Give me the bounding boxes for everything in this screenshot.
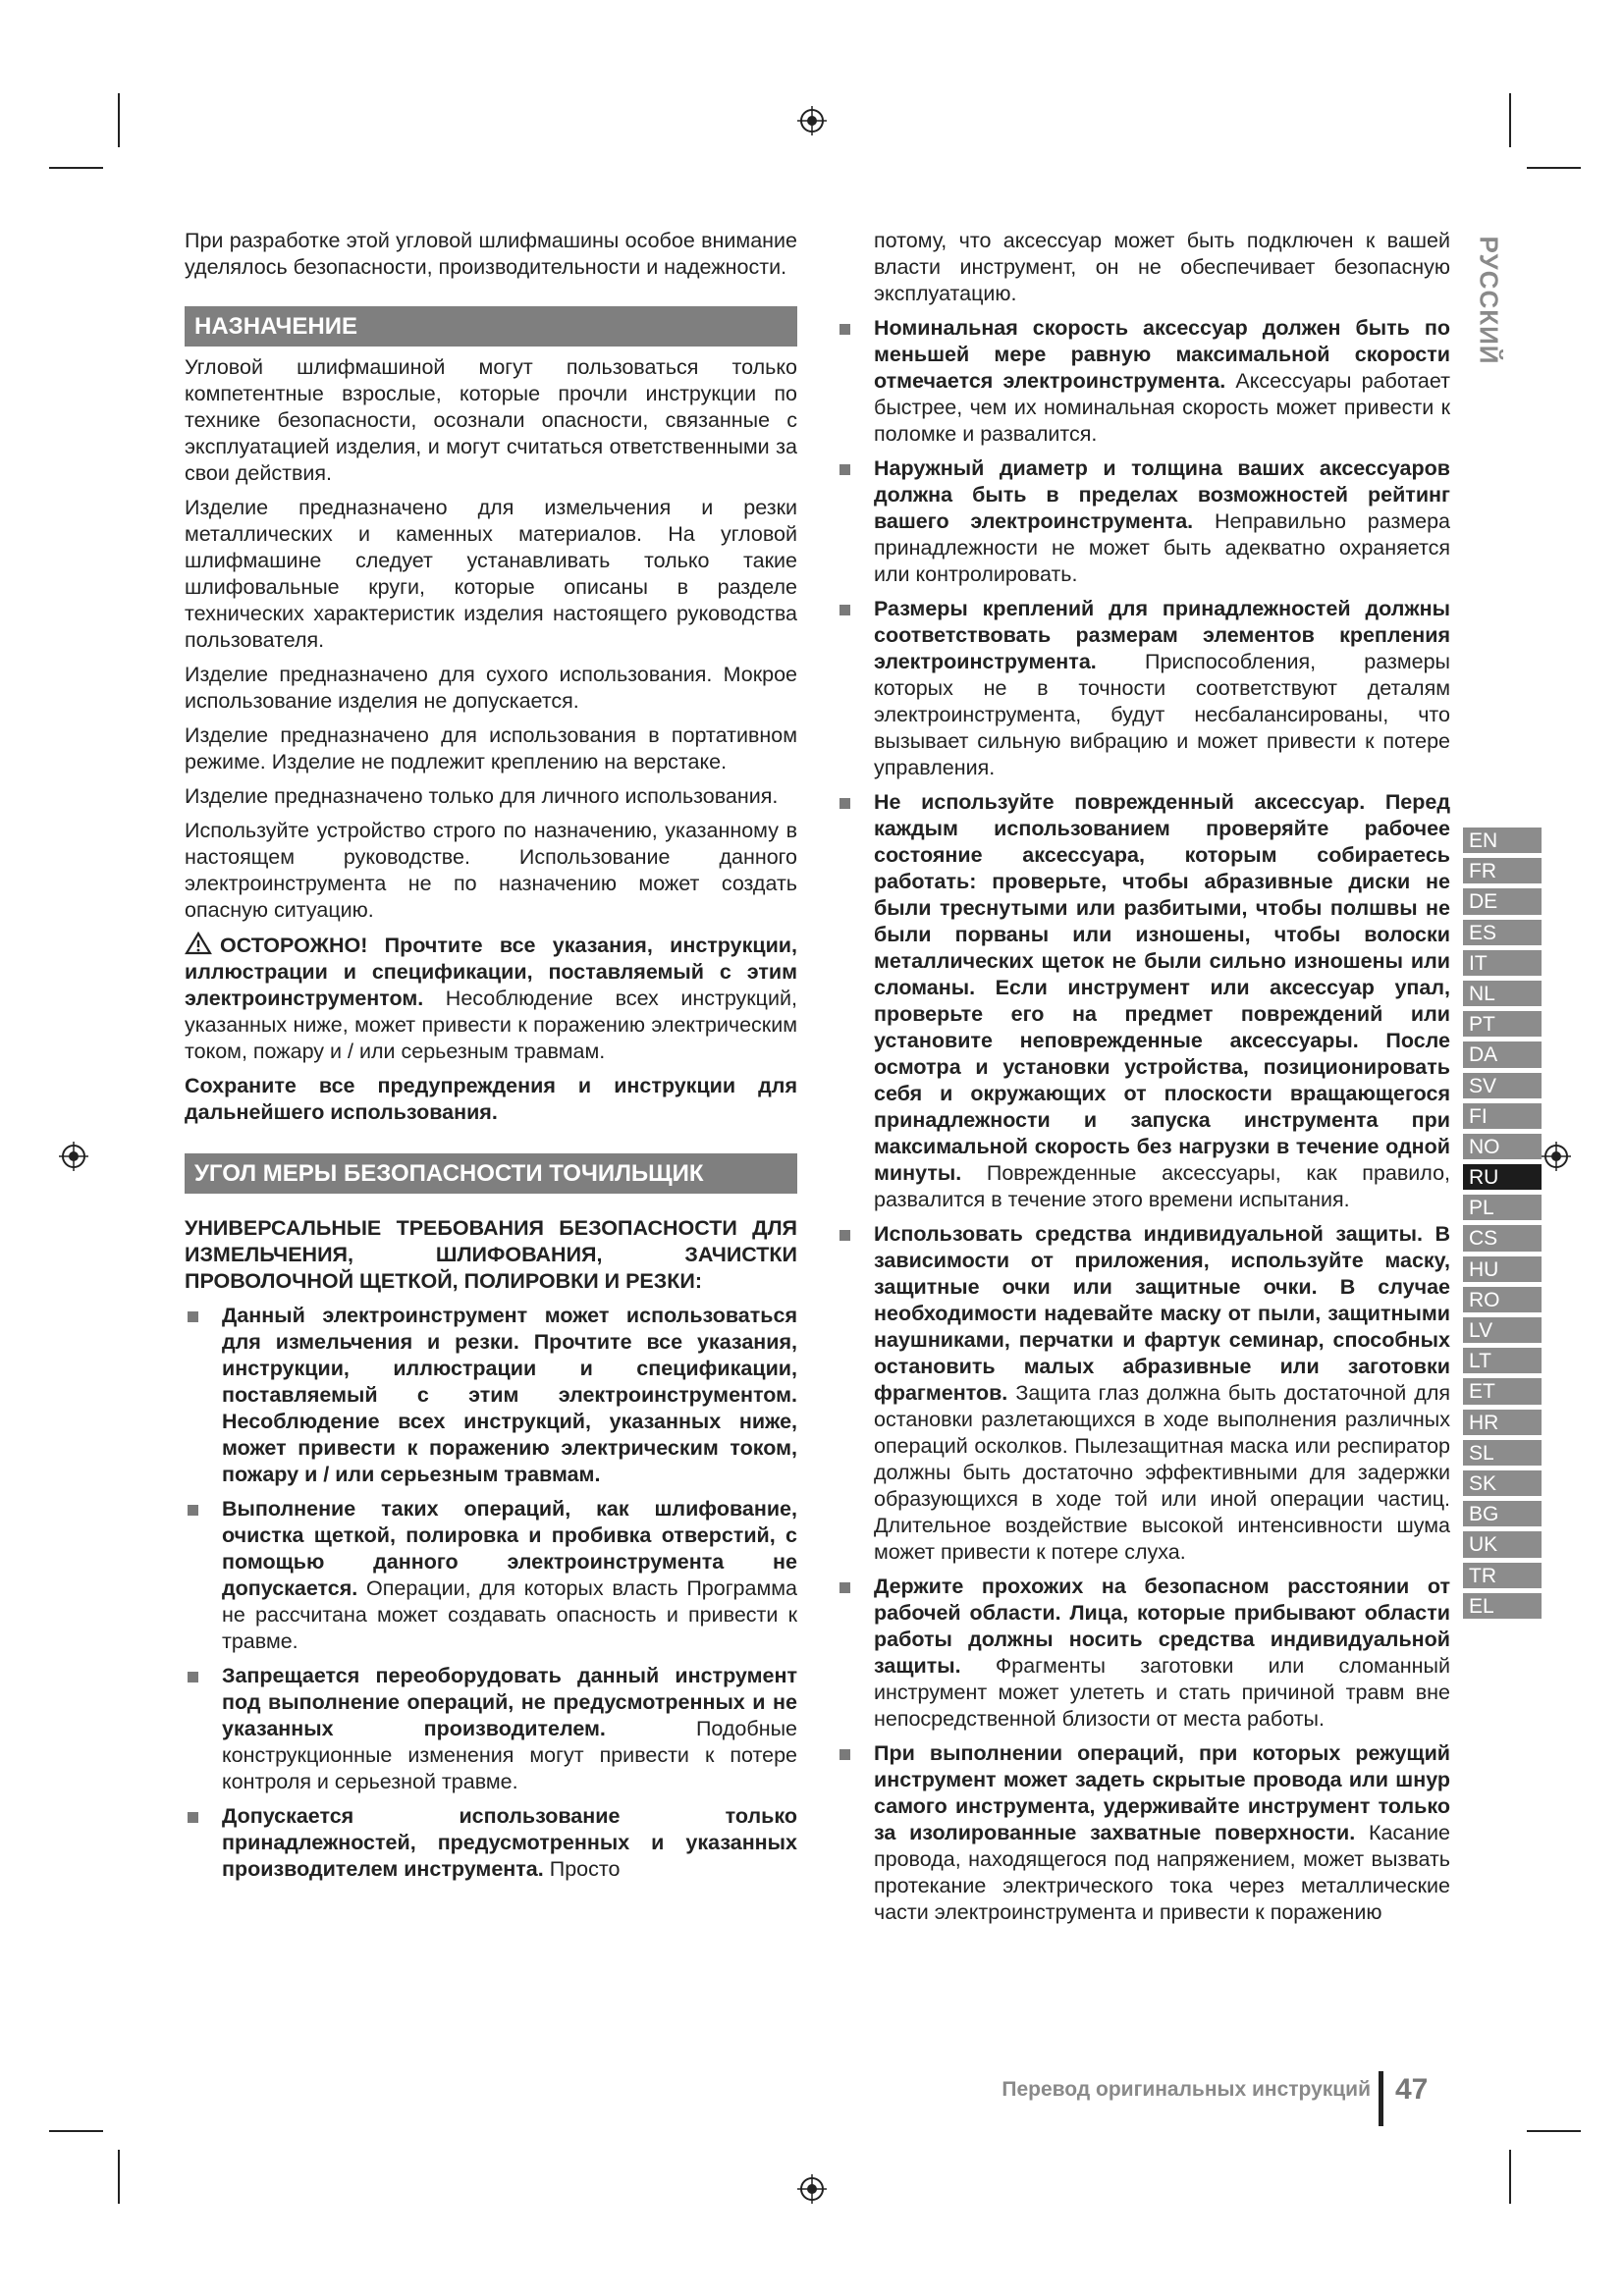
- language-tab-ru[interactable]: RU: [1463, 1164, 1542, 1190]
- language-tab-lv[interactable]: LV: [1463, 1317, 1542, 1343]
- language-tab-hu[interactable]: HU: [1463, 1256, 1542, 1282]
- language-tab-fi[interactable]: FI: [1463, 1103, 1542, 1129]
- language-tab-pt[interactable]: PT: [1463, 1011, 1542, 1037]
- crop-mark: [118, 2150, 120, 2204]
- list-item: Запрещается переоборудовать данный инструмент под выполнение операций, не предусмотренных и не указанных производителем. Подобные конструкционные изменения могут привести к потере контроля и серьезной травме.: [185, 1663, 797, 1795]
- section-heading-safety: УГОЛ МЕРЫ БЕЗОПАСНОСТИ ТОЧИЛЬЩИК: [185, 1153, 797, 1194]
- purpose-paragraph: Угловой шлифмашиной могут пользоваться только компетентные взрослые, которые прочли инструкции по технике безопасности, осознали опасности, связанные с эксплуатацией изделия, и могут считаться ответственными за свои действия.: [185, 355, 797, 485]
- registration-mark-icon: [797, 2174, 827, 2204]
- warning-block: [185, 932, 797, 1065]
- safety-bullet-list: [185, 1303, 797, 1883]
- registration-mark-icon: [797, 106, 827, 135]
- language-tab-es[interactable]: ES: [1463, 920, 1542, 945]
- language-tab-da[interactable]: DA: [1463, 1041, 1542, 1067]
- language-tab-el[interactable]: EL: [1463, 1593, 1542, 1619]
- language-tab-en[interactable]: EN: [1463, 828, 1542, 853]
- section-heading-purpose: НАЗНАЧЕНИЕ: [185, 306, 797, 347]
- language-tab-sk[interactable]: SK: [1463, 1470, 1542, 1496]
- language-tab-fr[interactable]: FR: [1463, 858, 1542, 883]
- language-tab-cs[interactable]: CS: [1463, 1225, 1542, 1251]
- list-item: Держите прохожих на безопасном расстоянии от рабочей области. Лица, которые прибывают области работы должны носить средства индивидуальной защиты. Фрагменты заготовки или сломанный инструмент может улететь и стать причиной травм вне непосредственной близости от места работы.: [837, 1574, 1450, 1733]
- registration-mark-icon: [1542, 1142, 1571, 1171]
- language-tab-pl[interactable]: PL: [1463, 1195, 1542, 1220]
- crop-mark: [1527, 2130, 1581, 2132]
- intro-text: При разработке этой угловой шлифмашины особое внимание уделялось безопасности, производительности и надежности.: [185, 229, 797, 279]
- crop-mark: [1527, 167, 1581, 169]
- warning-text: Несоблюдение всех инструкций, указанных ниже, может привести к поражению электрическим током, пожару и / или серьезным травмам.: [185, 987, 797, 1063]
- left-column: [185, 228, 797, 1891]
- list-item: Допускается использование только принадлежностей, предусмотренных и указанных производителем инструмента. Просто: [185, 1803, 797, 1883]
- crop-mark: [1509, 2150, 1511, 2204]
- save-instructions-text: Сохраните все предупреждения и инструкции для дальнейшего использования.: [185, 1074, 797, 1124]
- purpose-paragraph: Используйте устройство строго по назначению, указанному в настоящем руководстве. Использование данного электроинструмента не по назначению может создать опасную ситуацию.: [185, 819, 797, 922]
- general-safety-heading: УНИВЕРСАЛЬНЫЕ ТРЕБОВАНИЯ БЕЗОПАСНОСТИ ДЛЯ ИЗМЕЛЬЧЕНИЯ, ШЛИФОВАНИЯ, ЗАЧИСТКИ ПРОВОЛОЧНОЙ ЩЕТКОЙ, ПОЛИРОВКИ И РЕЗКИ:: [185, 1216, 797, 1293]
- crop-mark: [1509, 93, 1511, 147]
- warning-bold-text: ОСТОРОЖНО! Прочтите все указания, инструкции, иллюстрации и спецификации, поставляемый с этим электроинструментом.: [185, 934, 797, 1010]
- list-item: Выполнение таких операций, как шлифование, очистка щеткой, полировка и пробивка отверстий, с помощью данного электроинструмента не допускается. Операции, для которых власть Программа не рассчитана может создавать опасность и привести к травме.: [185, 1496, 797, 1655]
- language-tab-sl[interactable]: SL: [1463, 1440, 1542, 1466]
- list-item: Размеры креплений для принадлежностей должны соответствовать размерам элементов крепления электроинструмента. Приспособления, размеры которых не в точности соответствуют деталям электроинструмента, будут несбалансированы, что вызывает сильную вибрацию и может привести к потере управления.: [837, 596, 1450, 781]
- language-tab-uk[interactable]: UK: [1463, 1531, 1542, 1557]
- language-tab-no[interactable]: NO: [1463, 1134, 1542, 1159]
- language-tab-it[interactable]: IT: [1463, 950, 1542, 976]
- crop-mark: [49, 167, 103, 169]
- list-item: Не используйте поврежденный аксессуар. Перед каждым использованием проверяйте рабочее состояние аксессуара, которым собираетесь работать: проверьте, чтобы абразивные диски не были треснутыми или разбитыми, чтобы полшвы не были порваны или изношены, чтобы волоски металлических щеток не были сильно изношены или сломаны. Если инструмент или аксессуар упал, проверьте его на предмет повреждений или установите неповрежденные аксессуары. После осмотра и установки устройства, позиционировать себя и окружающих от плоскости вращающегося принадлежности и запуска инструмента при максимальной скорость без нагрузки в течение одной минуты. Поврежденные аксессуары, как правило, развалится в течение этого времени испытания.: [837, 789, 1450, 1213]
- purpose-paragraph: Изделие предназначено для использования в портативном режиме. Изделие не подлежит креплению на верстаке.: [185, 723, 797, 774]
- list-item: Данный электроинструмент может использоваться для измельчения и резки. Прочтите все указания, инструкции, иллюстрации и спецификации, поставляемый с этим электроинструментом. Несоблюдение всех инструкций, указанных ниже, может привести к поражению электрическим током, пожару и / или серьезным травмам.: [185, 1303, 797, 1488]
- right-column: [837, 228, 1450, 1934]
- list-item: Использовать средства индивидуальной защиты. В зависимости от приложения, используйте маску, защитные очки или защитные очки. В случае необходимости надевайте маску от пыли, защитными наушниками, перчатки и фартук семинар, способных остановить малых абразивные или заготовки фрагментов. Защита глаз должна быть достаточной для остановки разлетающихся в ходе выполнения различных операций осколков. Пылезащитная маска или респиратор должны быть достаточно эффективными для задержки образующихся в ходе той или иной операции частиц. Длительное воздействие высокой интенсивности шума может привести к потере слуха.: [837, 1221, 1450, 1566]
- language-tab-et[interactable]: ET: [1463, 1378, 1542, 1404]
- list-item: Номинальная скорость аксессуар должен быть по меньшей мере равную максимальной скорости отмечается электроинструмента. Аксессуары работает быстрее, чем их номинальная скорость может привести к поломке и развалится.: [837, 315, 1450, 448]
- purpose-paragraph: Изделие предназначено только для личного использования.: [185, 784, 779, 808]
- list-item: При выполнении операций, при которых режущий инструмент может задеть скрытые провода или шнур самого инструмента, удерживайте инструмент только за изолированные захватные поверхности. Касание провода, находящегося под напряжением, может вызвать протекание электрического тока через металлические части электроинструмента и привести к поражению: [837, 1740, 1450, 1926]
- purpose-paragraph: Изделие предназначено для сухого использования. Мокрое использование изделия не допускается.: [185, 663, 797, 713]
- language-tab-tr[interactable]: TR: [1463, 1563, 1542, 1588]
- continued-text: потому, что аксессуар может быть подключен к вашей власти инструмент, он не обеспечивает безопасную эксплуатацию.: [874, 229, 1450, 305]
- language-tab-de[interactable]: DE: [1463, 888, 1542, 914]
- list-item: Наружный диаметр и толщина ваших аксессуаров должна быть в пределах возможностей рейтинг вашего электроинструмента. Неправильно размера принадлежности не может быть адекватно охраняется или контролировать.: [837, 455, 1450, 588]
- language-tab-bg[interactable]: BG: [1463, 1501, 1542, 1526]
- language-tab-lt[interactable]: LT: [1463, 1348, 1542, 1373]
- crop-mark: [49, 2130, 103, 2132]
- purpose-paragraph: Изделие предназначено для измельчения и резки металлических и каменных материалов. На угловой шлифмашине следует устанавливать только такие шлифовальные круги, которые описаны в разделе технических характеристик изделия настоящего руководства пользователя.: [185, 496, 797, 652]
- page-number: 47: [1395, 2073, 1429, 2106]
- warning-triangle-icon: [185, 932, 212, 955]
- side-language-label: РУССКИЙ: [1474, 236, 1504, 365]
- registration-mark-icon: [59, 1142, 88, 1171]
- language-tabs: [1463, 828, 1542, 1624]
- language-tab-ro[interactable]: RO: [1463, 1287, 1542, 1312]
- footer-text: Перевод оригинальных инструкций: [1001, 2078, 1371, 2101]
- crop-mark: [118, 93, 120, 147]
- safety-bullet-list: [837, 315, 1450, 1926]
- language-tab-hr[interactable]: HR: [1463, 1410, 1542, 1435]
- language-tab-sv[interactable]: SV: [1463, 1073, 1542, 1098]
- language-tab-nl[interactable]: NL: [1463, 981, 1542, 1006]
- footer-divider: [1379, 2071, 1383, 2126]
